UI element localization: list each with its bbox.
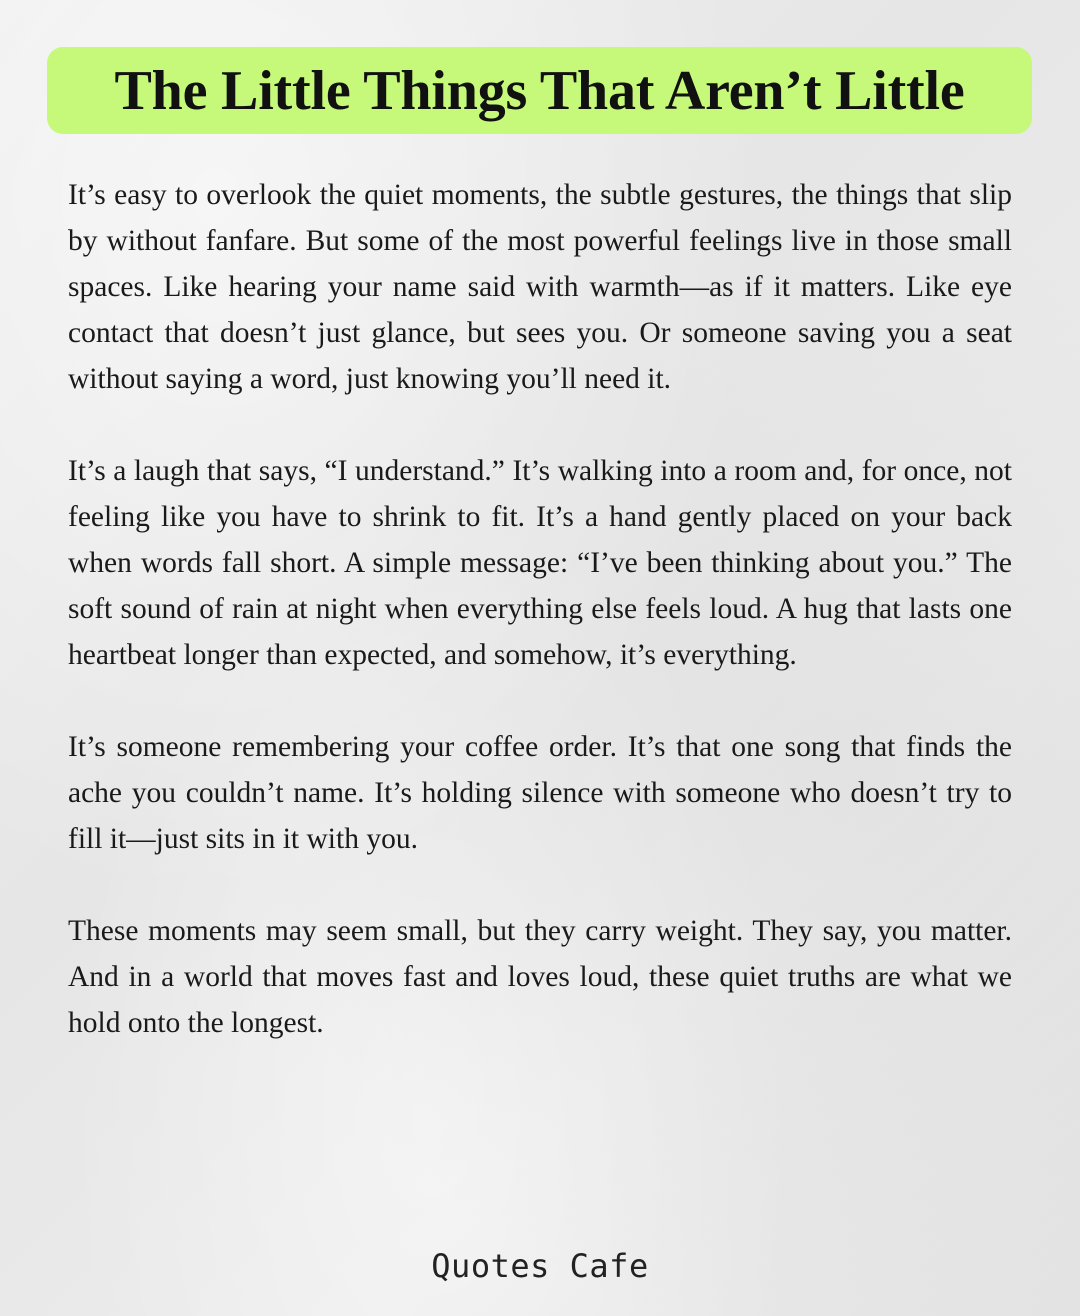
paragraph-4: These moments may seem small, but they carry weight. They say, you matter. And in a world that moves fast and loves loud, these quiet truths are what we hold onto the longest. [68, 915, 1012, 1039]
paragraph-1: It’s easy to overlook the quiet moments, the subtle gestures, the things that slip by without fanfare. But some of the most powerful feelings live in those small spaces. Like hearing your name said with warmth—as if it matters. Like eye contact that doesn’t just glance, but sees you. Or someone saving you a seat without saying a word, just knowing you’ll need it. [68, 179, 1012, 395]
page-title: The Little Things That Aren’t Little [114, 59, 965, 122]
article-body [68, 172, 1012, 1046]
title-banner [47, 47, 1032, 134]
paragraph-2: It’s a laugh that says, “I understand.” It’s walking into a room and, for once, not feeling like you have to shrink to fit. It’s a hand gently placed on your back when words fall short. A simple message: “I’ve been thinking about you.” The soft sound of rain at night when everything else feels loud. A hug that lasts one heartbeat longer than expected, and somehow, it’s everything. [68, 455, 1012, 671]
footer-signature: Quotes Cafe [431, 1247, 649, 1285]
paragraph-3: It’s someone remembering your coffee order. It’s that one song that finds the ache you couldn’t name. It’s holding silence with someone who doesn’t try to fill it—just sits in it with you. [68, 731, 1012, 855]
